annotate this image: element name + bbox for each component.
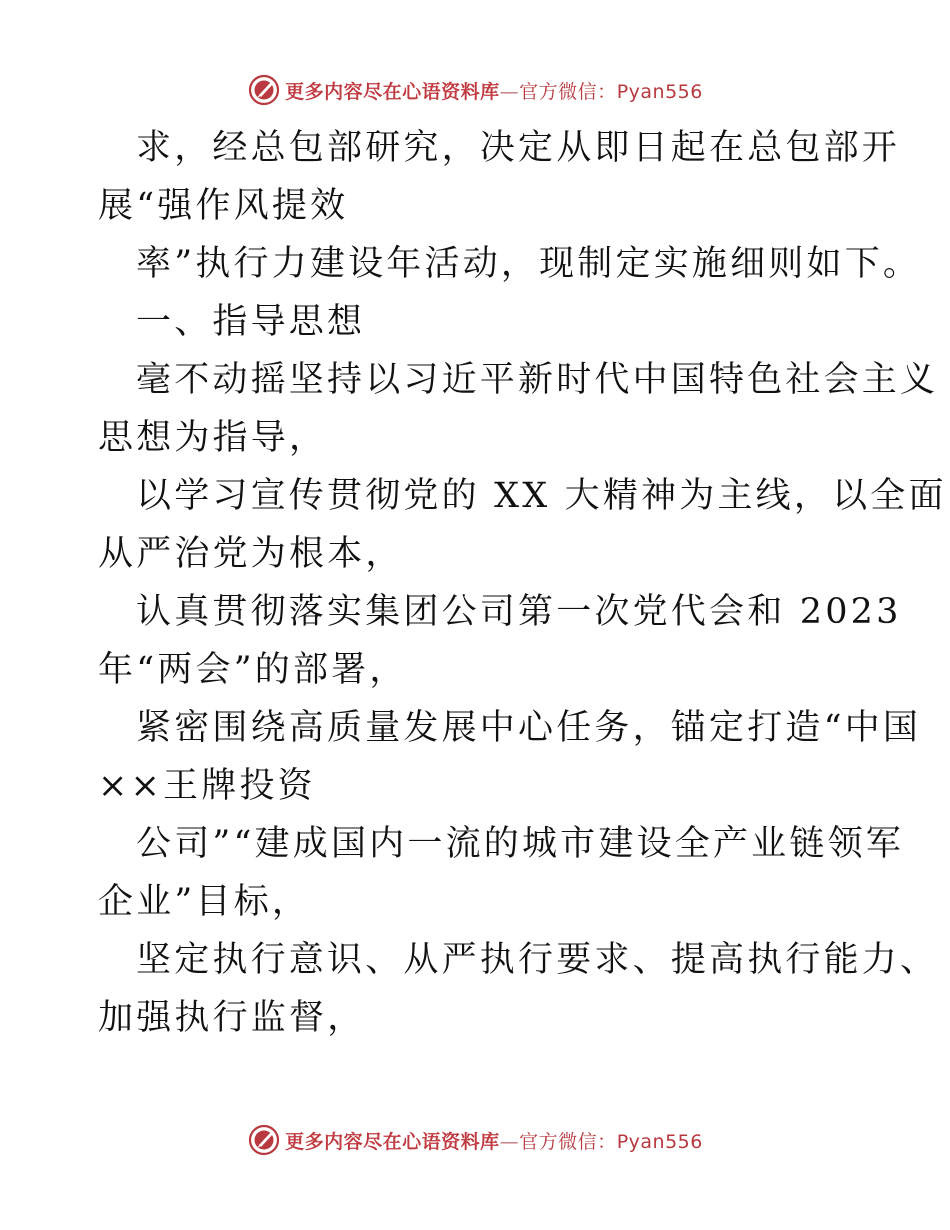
paragraph-line-12: ××王牌投资 [98,766,316,806]
quill-pen-logo-icon [247,1123,281,1157]
header-dash: — [499,80,520,103]
paragraph-line-9: 认真贯彻落实集团公司第一次党代会和 2023 [136,592,902,632]
paragraph-line-15: 坚定执行意识、从严执行要求、提高执行能力、 [136,940,939,980]
paragraph-line-1: 求，经总包部研究，决定从即日起在总包部开 [136,128,901,168]
paragraph-line-5: 毫不动摇坚持以习近平新时代中国特色社会主义 [136,360,939,400]
paragraph-line-16: 加强执行监督， [98,998,366,1038]
paragraph-line-6: 思想为指导， [98,418,328,458]
section-heading-guiding-ideology: 一、指导思想 [136,302,366,342]
footer-dash: — [499,1130,520,1153]
footer-site-text: 更多内容尽在心语资料库 [285,1130,500,1153]
paragraph-line-11: 紧密围绕高质量发展中心任务，锚定打造“中国 [136,708,922,748]
footer-wechat-id: Pyan556 [616,1130,703,1153]
paragraph-line-14: 企业”目标， [98,882,311,922]
paragraph-line-7: 以学习宣传贯彻党的 XX 大精神为主线，以全面 [136,476,947,516]
paragraph-line-13: 公司”“建成国内一流的城市建设全产业链领军 [136,824,904,864]
paragraph-line-8: 从严治党为根本， [98,534,404,574]
header-watermark-text [285,77,703,104]
header-site-text: 更多内容尽在心语资料库 [285,80,500,103]
quill-pen-logo-icon [247,73,281,107]
footer-wechat-label: 官方微信： [519,1130,617,1153]
footer-watermark-text [285,1127,703,1154]
header-wechat-label: 官方微信： [519,80,617,103]
footer-watermark-banner [0,1120,950,1160]
paragraph-line-3: 率”执行力建设年活动，现制定实施细则如下。 [136,244,922,284]
header-watermark-banner [0,70,950,110]
header-wechat-id: Pyan556 [616,80,703,103]
paragraph-line-10: 年“两会”的部署， [98,650,408,690]
paragraph-line-2: 展“强作风提效 [98,186,349,226]
